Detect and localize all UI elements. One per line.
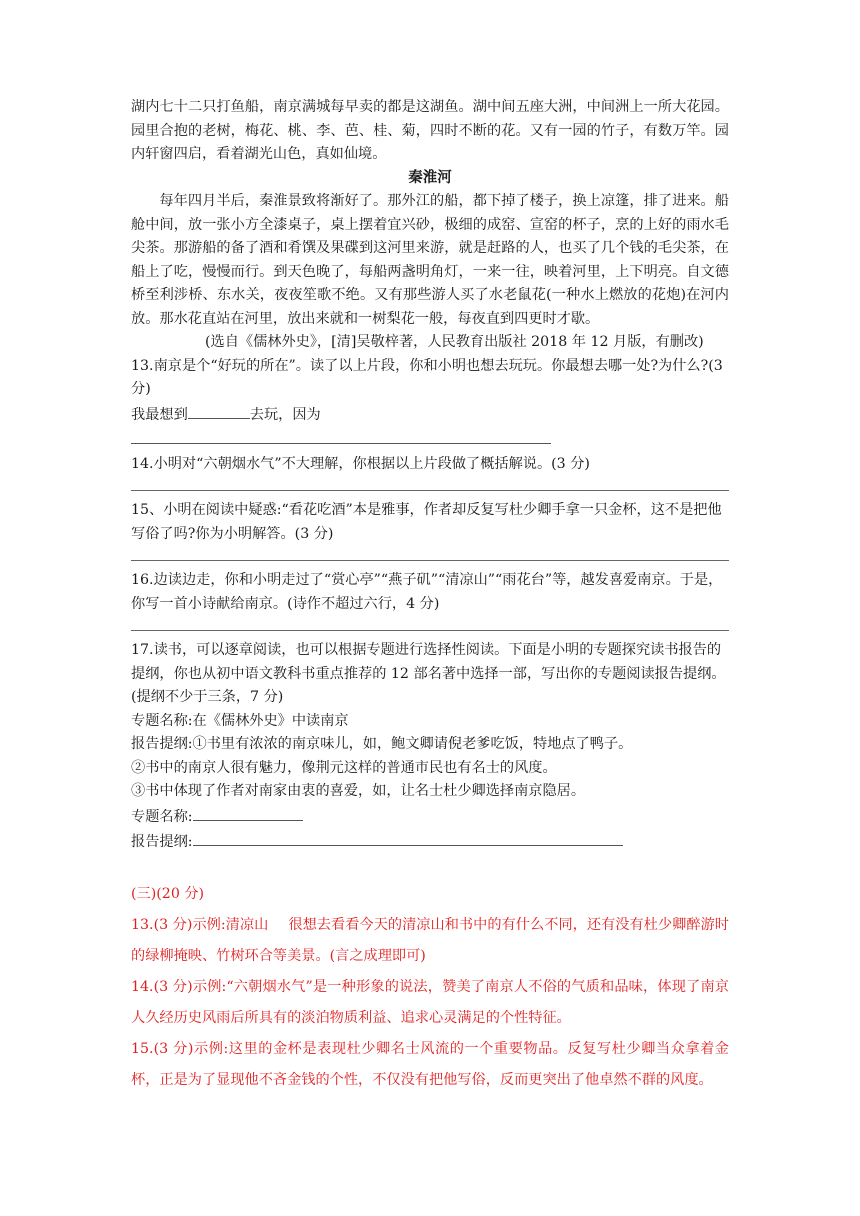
answer-14: 14.(3 分)示例:“六朝烟水气”是一种形象的说法，赞美了南京人不俗的气质和品味，体现了南京人久经历史风雨后所具有的淡泊物质利益、追求心灵满足的个性特征。 [131,978,729,1026]
q17-outline-label: 报告提纲: [131,834,193,850]
passage-qinhuai: 每年四月半后，秦淮景致将渐好了。那外江的船，都下掉了楼子，换上凉篷，排了进来。船舱中间，放一张小方全漆桌子，桌上摆着宜兴砂，极细的成窑、宣窑的杯子，烹的上好的雨水毛尖茶。那游船的备了酒和肴馔及果碟到这河里来游，就是赶路的人，也买了几个钱的毛尖茶，在船上了吃，慢慢而行。到天色晚了，每船两盏明角灯，一来一往，映着河里，上下明亮。自文德桥至利涉桥、东水关，夜夜笙歌不绝。又有那些游人买了水老鼠花(一种水上燃放的花炮)在河内放。那水花直站在河里，放出来就和一树梨花一般，每夜直到四更时才歇。 [131,193,729,327]
passage-intro: 湖内七十二只打鱼船，南京满城每早卖的都是这湖鱼。湖中间五座大洲，中间洲上一所大花园。园里合抱的老树，梅花、桃、李、芭、桂、菊，四时不断的花。又有一园的竹子，有数万竿。园内轩窗四启，看着湖光山色，真如仙境。 [131,99,729,162]
question-14: 14.小明对“六朝烟水气”不大理解，你根据以上片段做了概括解说。(3 分) [131,455,590,472]
q17-example-topic: 专题名称:在《儒林外史》中读南京 [131,712,349,729]
q17-topic-label: 专题名称: [131,808,193,825]
q16-answer-line[interactable] [131,616,729,631]
q17-outline-fill [131,829,729,855]
answer-13 [131,910,729,972]
answer-13-text: 很想去看看今天的清凉山和书中的有什么不同，还有没有杜少卿醉游时的绿柳掩映、竹树环合等美景。(言之成理即可) [131,916,729,964]
answer-13-label: 13.(3 分)示例:清凉山 [131,916,269,933]
q14-answer-line[interactable] [131,476,729,491]
question-13-fill [131,402,729,453]
q13-place-blank[interactable] [188,402,250,419]
question-15: 15、小明在阅读中疑惑:“看花吃酒”本是雅事，作者却反复写杜少卿手拿一只金杯，这不是把他写俗了吗?你为小明解答。(3 分) [131,502,722,542]
answers-heading: (三)(20 分) [131,885,205,902]
q13-fill-label-a: 我最想到 [131,406,188,423]
q17-outline-blank[interactable] [193,829,623,846]
q15-answer-line[interactable] [131,546,729,561]
q17-example-outline-1: 报告提纲:①书里有浓浓的南京味儿，如，鲍文卿请倪老爹吃饭，特地点了鸭子。 [131,736,633,752]
q13-reason-blank[interactable] [131,427,551,444]
q17-topic-fill [131,804,729,830]
answer-section [131,879,729,1096]
q13-fill-label-b: 去玩，因为 [249,406,321,423]
answer-15: 15.(3 分)示例:这里的金杯是表现杜少卿名士风流的一个重要物品。反复写杜少卿当众拿着金杯，正是为了显现他不吝金钱的个性，不仅没有把他写俗，反而更突出了他卓然不群的风度。 [131,1040,729,1088]
section-title: 秦淮河 [408,169,452,186]
passage-source: (选自《儒林外史》，[清]吴敬梓著，人民教育出版社 2018 年 12 月版，有删改) [205,334,704,350]
question-17: 17.读书，可以逐章阅读，也可以根据专题进行选择性阅读。下面是小明的专题探究读书报告的提纲，你也从初中语文教科书重点推荐的 12 部名著中选择一部，写出你的专题阅读报告提纲。(提纲不少于三条，7 分) [131,642,726,705]
q17-example-outline-2: ②书中的南京人很有魅力，像荆元这样的普通市民也有名士的风度。 [131,759,557,776]
question-13: 13.南京是个“好玩的所在”。读了以上片段，你和小明也想去玩玩。你最想去哪一处?为什么?(3 分) [131,357,723,397]
document-page [131,96,729,1096]
q17-example-outline-3: ③书中体现了作者对南家由衷的喜爱，如，让名士杜少卿选择南京隐居。 [131,783,586,799]
question-16: 16.边读边走，你和小明走过了“赏心亭”“燕子矶”“清凉山”“雨花台”等，越发喜爱南京。于是，你写一首小诗献给南京。(诗作不超过六行，4 分) [131,572,723,612]
q17-topic-blank[interactable] [193,804,303,821]
